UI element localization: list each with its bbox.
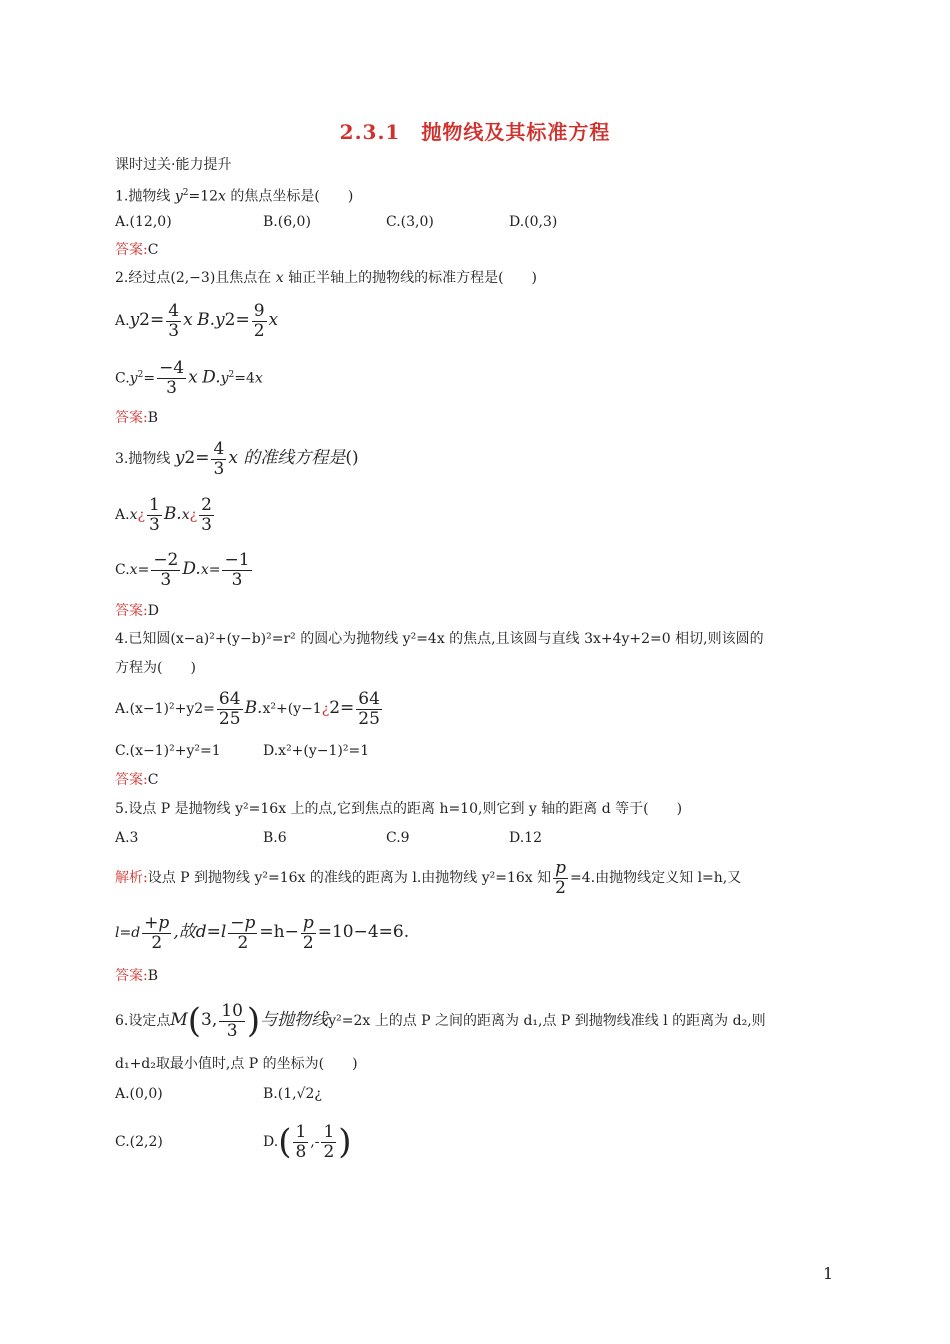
- option-c[interactable]: C.(2,2): [115, 1134, 163, 1150]
- option-b[interactable]: B.6: [263, 830, 287, 846]
- fraction: $\frac{-1}{3}$: [224, 549, 250, 590]
- fraction: $\frac{64}{25}$: [218, 688, 241, 729]
- option-a[interactable]: A.(0,0): [115, 1086, 163, 1102]
- option-d[interactable]: D.( $\frac{1}{8}$ ,- $\frac{1}{2}$ ): [263, 1121, 352, 1162]
- option-a[interactable]: A.(12,0): [115, 214, 172, 230]
- question-3-options-ab: A.x¿ $\frac{1}{3}$ B.x¿ $\frac{2}{3}$: [115, 494, 212, 535]
- question-4-options-ab: A.(x−1)²+y2= $\frac{64}{25}$ B.x²+(y−1¿2= $\frac{64}{25}$: [115, 688, 380, 729]
- fraction: $\frac{2}{3}$: [201, 494, 212, 535]
- fraction: $\frac{+p}{2}$: [144, 912, 170, 953]
- answer-2: 答案:B: [115, 410, 159, 426]
- option-a[interactable]: A.: [115, 701, 130, 717]
- option-d[interactable]: D.(0,3): [509, 214, 558, 230]
- option-c[interactable]: C.9: [386, 830, 410, 846]
- option-a[interactable]: A.3: [115, 830, 139, 846]
- question-4-stem-line2: 方程为( ): [115, 660, 196, 676]
- question-3-stem: 3.抛物线 y2= $\frac{4}{3}$ x 的准线方程是(): [115, 438, 359, 479]
- analysis-5-line1: 解析:设点 P 到抛物线 y²=16x 的准线的距离为 l.由抛物线 y²=16x 知 $\frac{p}{2}$ =4.由抛物线定义知 l=h,又: [115, 857, 742, 898]
- option-c[interactable]: C.(3,0): [386, 214, 434, 230]
- answer-1: 答案:C: [115, 242, 159, 258]
- option-d[interactable]: D.x²+(y−1)²=1: [263, 743, 370, 759]
- fraction: $\frac{1}{2}$: [323, 1121, 335, 1162]
- fraction: $\frac{-p}{2}$: [230, 912, 256, 953]
- page-number: 1: [823, 1264, 834, 1283]
- option-d[interactable]: D.: [202, 367, 221, 388]
- fraction: $\frac{p}{2}$: [555, 857, 567, 898]
- fraction: $\frac{-2}{3}$: [153, 549, 179, 590]
- answer-5: 答案:B: [115, 968, 159, 984]
- fraction: $\frac{1}{8}$: [295, 1121, 307, 1162]
- fraction: $\frac{64}{25}$: [358, 688, 380, 729]
- question-2-stem: 2.经过点(2,−3)且焦点在 x 轴正半轴上的抛物线的标准方程是( ): [115, 270, 538, 286]
- option-b[interactable]: B.: [197, 310, 216, 330]
- fraction: $\frac{4}{3}$: [168, 300, 180, 341]
- question-2-options-cd: $C.y^2=$ $\frac{-4}{3}$ x $D.y^2=4x$: [115, 358, 263, 399]
- answer-4: 答案:C: [115, 772, 159, 788]
- answer-3: 答案:D: [115, 603, 159, 619]
- fraction: $\frac{-4}{3}$: [159, 358, 185, 399]
- question-2-options-ab: A.y2= $\frac{4}{3}$ x B.y2= $\frac{9}{2}$ x: [115, 300, 279, 341]
- option-d[interactable]: D.: [182, 559, 201, 579]
- option-a[interactable]: A.: [115, 313, 130, 329]
- page-title: 2.3.1 抛物线及其标准方程: [339, 120, 611, 144]
- option-c[interactable]: C.(x−1)²+y²=1: [115, 743, 221, 759]
- option-c[interactable]: C.: [115, 370, 130, 387]
- option-b[interactable]: B.(6,0): [263, 214, 311, 230]
- analysis-5-line2: l=d $\frac{+p}{2}$ ,故d=l $\frac{-p}{2}$ =h− $\frac{p}{2}$ =10−4=6.: [115, 912, 410, 953]
- option-b[interactable]: B.: [244, 698, 263, 718]
- question-1-stem: 1.抛物线 $y^2=12x$ 的焦点坐标是( ): [115, 188, 354, 205]
- fraction: $\frac{1}{3}$: [148, 494, 160, 535]
- question-6-stem: 6.设定点M(3, $\frac{10}{3}$ )与抛物线y²=2x 上的点 P 之间的距离为 d₁,点 P 到抛物线准线 l 的距离为 d₂,则: [115, 1000, 766, 1041]
- fraction: $\frac{9}{2}$: [253, 300, 265, 341]
- question-5-stem: 5.设点 P 是抛物线 y²=16x 上的点,它到焦点的距离 h=10,则它到 y 轴的距离 d 等于( ): [115, 801, 683, 817]
- fraction: $\frac{p}{2}$: [302, 912, 314, 953]
- question-6-stem-line2: d₁+d₂取最小值时,点 P 的坐标为( ): [115, 1056, 358, 1072]
- option-a[interactable]: A.: [115, 507, 130, 523]
- option-d[interactable]: D.12: [509, 830, 542, 846]
- question-4-stem-line1: 4.已知圆(x−a)²+(y−b)²=r² 的圆心为抛物线 y²=4x 的焦点,且该圆与直线 3x+4y+2=0 相切,则该圆的: [115, 631, 764, 647]
- option-c[interactable]: C.: [115, 562, 130, 578]
- option-b[interactable]: B.: [163, 504, 182, 524]
- section-heading: 课时过关·能力提升: [115, 157, 232, 173]
- fraction: $\frac{4}{3}$: [213, 438, 225, 479]
- fraction: $\frac{10}{3}$: [221, 1000, 243, 1041]
- question-3-options-cd: C.x= $\frac{-2}{3}$ D.x= $\frac{-1}{3}$: [115, 549, 250, 590]
- option-b[interactable]: B.(1,√2¿: [263, 1086, 322, 1102]
